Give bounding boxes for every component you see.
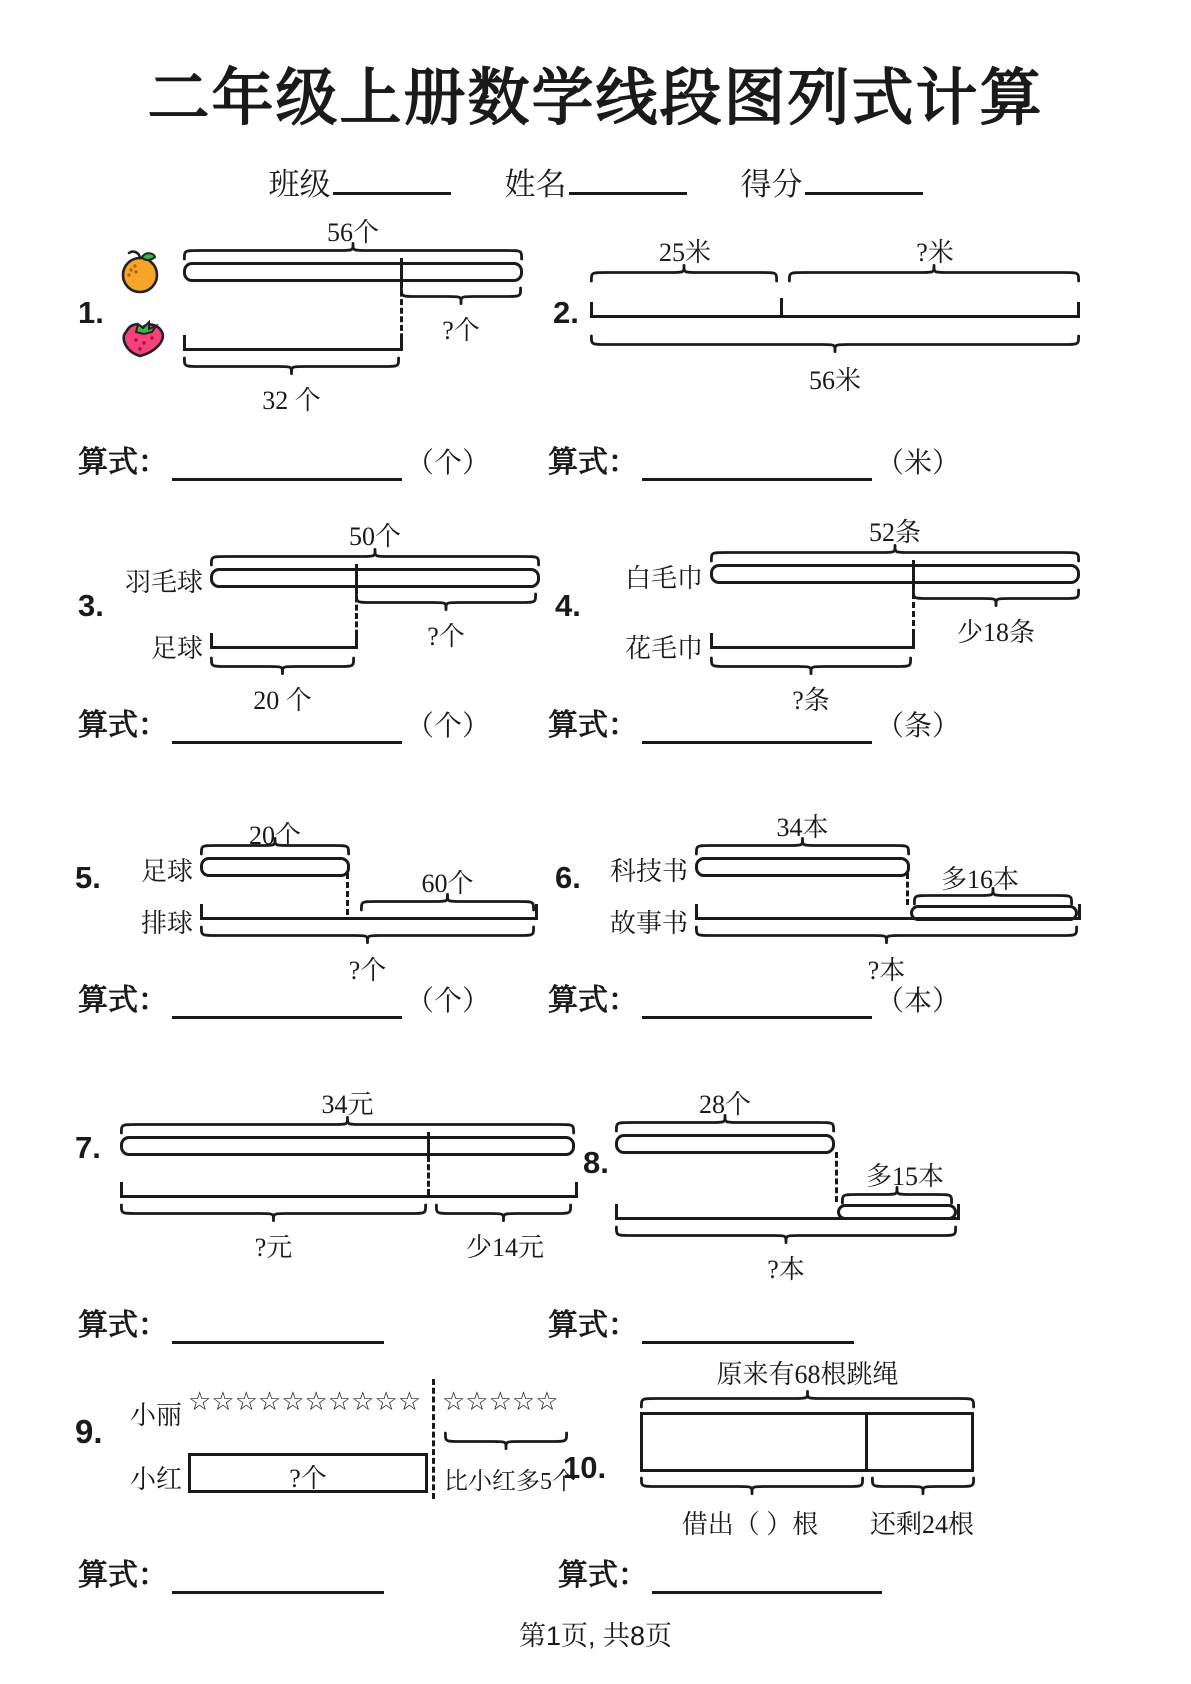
p1-known-brace (183, 358, 400, 375)
p7-unknown-label: ?元 (254, 1233, 293, 1262)
p6-total-bar (695, 904, 1081, 920)
p9-unknown-box (188, 1453, 428, 1493)
p3-known-bar (210, 633, 358, 649)
name-field (505, 158, 687, 204)
problem-4 (545, 490, 1105, 715)
equation-unit: （米） (876, 448, 961, 479)
name-label: 姓名 (504, 167, 567, 202)
p3-row2-label: 足球 (150, 634, 203, 663)
p1-split-tick (400, 258, 403, 282)
p2-right-brace (788, 264, 1080, 281)
p7-total-label: 34元 (321, 1090, 374, 1119)
p2-total-bar (590, 302, 1080, 318)
equation-label: 算式： (78, 1559, 168, 1592)
answer-blank-4-right[interactable] (642, 1305, 854, 1344)
equation-unit: （本） (876, 986, 961, 1017)
p5-unknown-brace (200, 927, 535, 944)
problem-8-number: 8. (583, 1145, 609, 1180)
p8-extra-label: 多15本 (865, 1162, 944, 1191)
answer-blank-1-left[interactable] (172, 442, 402, 481)
p7-diff-label: 少14元 (465, 1233, 544, 1262)
problem-10-number: 10. (563, 1450, 607, 1485)
class-label: 班级 (268, 167, 331, 202)
p3-total-brace (210, 548, 540, 565)
p1-total-bar (183, 262, 523, 282)
p2-split-tick (780, 298, 783, 315)
p3-total-bar (210, 568, 540, 588)
p2-right-label: ?米 (916, 238, 954, 267)
p10-right-label: 还剩24根 (869, 1510, 974, 1539)
equation-1-right (548, 437, 960, 481)
p8-known-bar (615, 1134, 835, 1154)
p1-known-bar (183, 335, 403, 351)
equation-label: 算式： (548, 709, 638, 742)
equation-label: 算式： (78, 1309, 168, 1342)
p1-total-label: 56个 (326, 218, 379, 247)
p2-total-brace (590, 336, 1080, 353)
class-blank[interactable] (333, 158, 451, 195)
equation-unit: （个） (406, 448, 491, 479)
p5-row1-label: 足球 (140, 857, 193, 886)
equation-label: 算式： (548, 1309, 638, 1342)
p9-stars-before: ☆☆☆☆☆☆☆☆☆☆ (188, 1387, 422, 1417)
p9-unknown-label: ?个 (289, 1464, 327, 1493)
problem-5 (70, 765, 540, 990)
p1-diff-brace (400, 288, 522, 305)
equation-3-right (548, 975, 960, 1019)
p3-split-tick (355, 564, 358, 588)
p6-row2-label: 故事书 (609, 909, 688, 938)
orange-icon (115, 246, 165, 296)
equation-5-right (558, 1550, 886, 1594)
p2-left-label: 25米 (658, 238, 711, 267)
equation-unit: （个） (406, 986, 491, 1017)
problem-2-number: 2. (553, 295, 579, 330)
p2-left-brace (590, 264, 778, 281)
p10-rope-box (640, 1412, 974, 1472)
equation-unit: （条） (876, 711, 961, 742)
p10-box-divider (865, 1415, 868, 1469)
problem-9-number: 9. (75, 1413, 103, 1450)
equation-label: 算式： (558, 1559, 648, 1592)
p10-total-brace (640, 1390, 975, 1407)
answer-blank-2-left[interactable] (172, 705, 402, 744)
problem-5-number: 5. (75, 860, 101, 895)
p4-known-bar (710, 633, 915, 649)
answer-blank-3-right[interactable] (642, 980, 872, 1019)
score-field (741, 158, 923, 204)
problem-8 (545, 1040, 1105, 1284)
class-field (269, 158, 451, 204)
p1-known-label: 32 个 (262, 386, 321, 415)
p6-unknown-brace (695, 927, 1078, 944)
p8-extra-brace (841, 1186, 953, 1203)
p6-unknown-label: ?本 (867, 956, 906, 985)
answer-blank-2-right[interactable] (642, 705, 872, 744)
p4-total-bar (710, 564, 1080, 584)
p6-row1-label: 科技书 (609, 857, 688, 886)
p5-known-label: 20个 (248, 821, 301, 850)
answer-blank-3-left[interactable] (172, 980, 402, 1019)
equation-label: 算式： (78, 446, 168, 479)
p6-extra-brace (913, 887, 1073, 904)
equation-2-left (78, 700, 490, 744)
header-fields (0, 158, 1191, 204)
problem-7-number: 7. (75, 1130, 101, 1165)
answer-blank-1-right[interactable] (642, 442, 872, 481)
equation-2-right (548, 700, 960, 744)
p4-unknown-label: ?条 (792, 686, 830, 715)
score-blank[interactable] (805, 158, 923, 195)
name-blank[interactable] (569, 158, 687, 195)
p6-known-bar (695, 857, 910, 877)
p5-known-bar (200, 857, 350, 877)
p4-unknown-brace (710, 658, 912, 675)
p6-known-brace (695, 837, 910, 854)
problem-1-number: 1. (78, 295, 104, 330)
p7-split-tick (427, 1132, 430, 1156)
equation-label: 算式： (78, 709, 168, 742)
p8-known-label: 28个 (698, 1090, 751, 1119)
p1-total-brace (183, 242, 523, 259)
problem-6-number: 6. (555, 860, 581, 895)
p8-unknown-label: ?本 (767, 1255, 805, 1284)
p7-total-brace (120, 1116, 575, 1133)
p10-left-brace (640, 1478, 864, 1495)
answer-blank-5-right[interactable] (652, 1555, 882, 1594)
p5-row2-label: 排球 (140, 909, 193, 938)
p9-stars-after: ☆☆☆☆☆ (442, 1387, 559, 1417)
p4-row2-label: 花毛巾 (624, 634, 703, 663)
p8-known-brace (615, 1114, 835, 1131)
p4-split-tick (912, 560, 915, 584)
problem-3-number: 3. (78, 588, 104, 623)
equation-4-left (78, 1300, 388, 1344)
p3-diff-label: ?个 (427, 622, 465, 651)
equation-4-right (548, 1300, 858, 1344)
problem-1 (70, 210, 540, 420)
problem-7 (70, 1040, 580, 1265)
equation-label: 算式： (548, 984, 638, 1017)
p1-diff-label: ?个 (442, 316, 480, 345)
equation-unit: （个） (406, 711, 491, 742)
p4-total-brace (710, 544, 1080, 561)
p4-total-label: 52条 (868, 518, 921, 547)
p9-dashed-line (432, 1379, 435, 1499)
p3-diff-brace (355, 594, 537, 611)
equation-label: 算式： (78, 984, 168, 1017)
problem-4-number: 4. (555, 588, 581, 623)
page-footer: 第1页, 共8页 (518, 1621, 673, 1651)
p7-total-bar (120, 1136, 575, 1156)
answer-blank-4-left[interactable] (172, 1305, 384, 1344)
p10-total-label: 原来有68根跳绳 (716, 1360, 899, 1389)
p7-unknown-brace (120, 1205, 427, 1222)
p4-row1-label: 白毛巾 (624, 564, 703, 593)
p3-row1-label: 羽毛球 (124, 568, 203, 597)
page-title: 二年级上册数学线段图列式计算 (147, 64, 1044, 133)
problem-3 (70, 490, 540, 715)
p9-row2-label: 小红 (129, 1465, 182, 1494)
equation-3-left (78, 975, 490, 1019)
equation-1-left (78, 437, 490, 481)
p6-extra-label: 多16本 (940, 865, 1019, 894)
p4-diff-label: 少18条 (956, 618, 1035, 647)
problem-9 (70, 1365, 575, 1515)
p5-known-brace (200, 837, 350, 854)
p3-known-label: 20 个 (253, 686, 312, 715)
p7-bottom-bar (120, 1182, 578, 1198)
p3-total-label: 50个 (348, 522, 401, 551)
answer-blank-5-left[interactable] (172, 1555, 384, 1594)
p8-unknown-brace (615, 1227, 957, 1244)
p6-known-label: 34本 (776, 813, 829, 842)
strawberry-icon (116, 310, 168, 362)
p2-total-label: 56米 (808, 366, 861, 395)
p9-row1-label: 小丽 (129, 1401, 182, 1430)
problem-2 (545, 210, 1105, 420)
p3-known-brace (210, 658, 355, 675)
p5-total-bar (200, 904, 538, 920)
p4-diff-brace (912, 590, 1080, 607)
p10-left-label: 借出（ ）根 (681, 1510, 819, 1539)
score-label: 得分 (740, 167, 803, 202)
p10-right-brace (871, 1478, 975, 1495)
p5-extra-label: 60个 (421, 869, 474, 898)
problem-6 (545, 765, 1105, 990)
p8-total-bar (615, 1204, 960, 1220)
equation-5-left (78, 1550, 388, 1594)
equation-label: 算式： (548, 446, 638, 479)
p5-unknown-label: ?个 (348, 956, 387, 985)
p9-note-label: 比小红多5个 (444, 1469, 576, 1495)
